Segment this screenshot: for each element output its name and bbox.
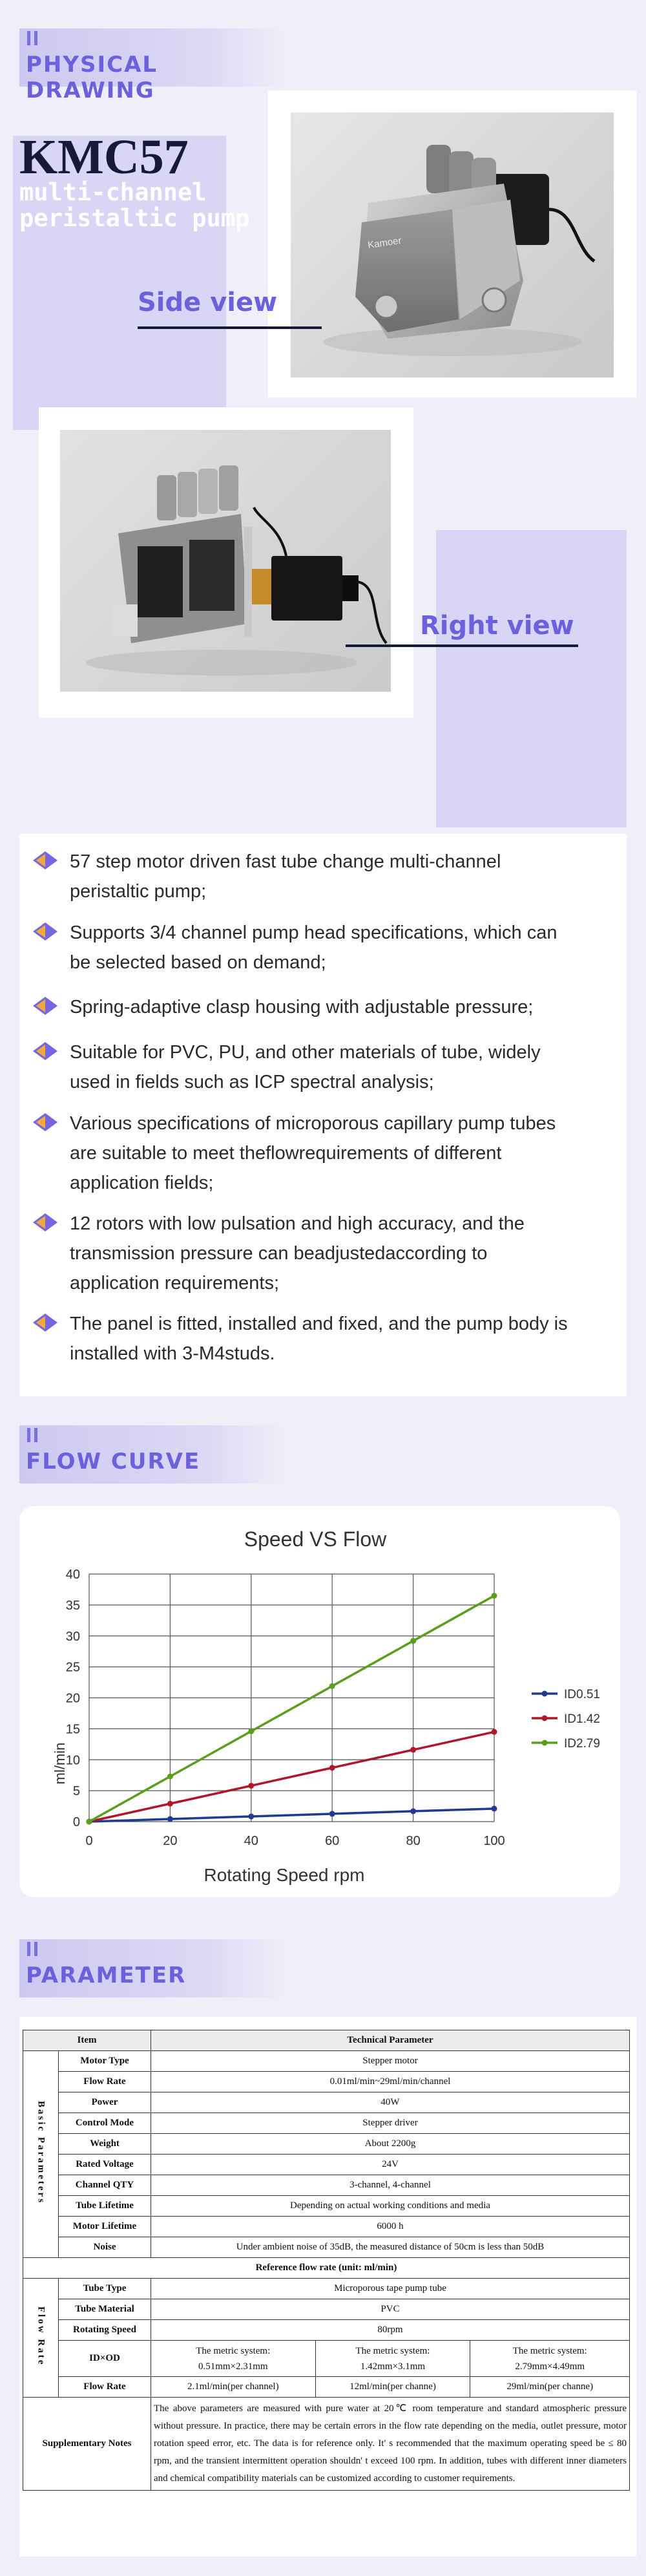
header-bars-icon [27,1942,37,1956]
row-label: Tube Lifetime [59,2196,151,2217]
idod-line: 0.51mm×2.31mm [198,2361,268,2372]
row-label: Channel QTY [59,2175,151,2196]
section-title: FLOW CURVE [26,1449,201,1474]
feature-text: 57 step motor driven fast tube change multi-channel peristaltic pump; [70,851,501,902]
row-label: Tube Material [59,2299,151,2320]
diamond-bullet-icon [32,1213,58,1232]
table-row [23,2279,630,2299]
flowrate-cell: 12ml/min(per channe) [315,2377,470,2398]
idod-cell [315,2341,470,2377]
data-point [248,1729,254,1734]
chart-xlabel: Rotating Speed rpm [203,1865,365,1885]
y-tick-label: 10 [65,1753,80,1768]
data-point [410,1747,416,1752]
header-bars-icon [27,1428,37,1442]
row-value: 24V [151,2155,630,2175]
y-tick-label: 30 [65,1629,80,1644]
table-row [23,2237,630,2258]
data-point [492,1593,497,1599]
table-row [23,2299,630,2320]
table-row [23,2320,630,2341]
diamond-bullet-icon [32,1313,58,1332]
pump-logo: Kamoer [367,235,402,251]
data-point [329,1811,335,1816]
data-point [410,1638,416,1644]
header-bars-icon [27,31,37,45]
row-label: Control Mode [59,2113,151,2134]
row-value: Depending on actual working conditions and media [151,2196,630,2217]
y-tick-label: 15 [65,1722,80,1737]
legend-marker [542,1740,548,1746]
diamond-bullet-icon [32,1112,58,1132]
table-row [23,2196,630,2217]
row-label: Motor Type [59,2051,151,2072]
series-line [89,1732,494,1822]
data-point [329,1765,335,1771]
pump-side-illustration [291,112,614,378]
idod-line: 2.79mm×4.49mm [515,2361,585,2372]
diamond-bullet-icon [32,851,58,870]
row-label: Supplementary Notes [23,2398,151,2491]
series-line [89,1596,494,1822]
group-label-text: Basic Parameters [36,2100,47,2205]
legend-label: ID1.42 [564,1712,600,1726]
row-label: Weight [59,2134,151,2155]
idod-line: The metric system: [355,2345,430,2356]
y-tick-label: 20 [65,1691,80,1706]
idod-line: 1.42mm×3.1mm [360,2361,426,2372]
x-tick-label: 60 [325,1834,340,1848]
y-tick-label: 25 [65,1660,80,1675]
table-row [23,2398,630,2491]
feature-text: Supports 3/4 channel pump head specifications, which can be selected based on demand; [70,922,557,973]
section-header-physical [19,28,284,103]
table-header-item: Item [23,2030,151,2051]
feature-text: Various specifications of microporous capillary pump tubes are suitable to meet theflowrequirements of different application fields; [70,1113,556,1193]
series-line [89,1809,494,1822]
data-point [248,1813,254,1819]
row-value: 3-channel, 4-channel [151,2175,630,2196]
data-point [492,1805,497,1811]
table-row [23,2155,630,2175]
row-value: Microporous tape pump tube [151,2279,630,2299]
table-row [23,2072,630,2092]
feature-text: Spring-adaptive clasp housing with adjustable pressure; [70,997,534,1017]
y-tick-label: 35 [65,1598,80,1613]
row-label: Flow Rate [59,2377,151,2398]
feature-text: Suitable for PVC, PU, and other materials of tube, widely used in fields such as ICP spectral analysis; [70,1042,541,1092]
table-header-param: Technical Parameter [151,2030,630,2051]
row-value: 80rpm [151,2320,630,2341]
idod-line: The metric system: [512,2345,587,2356]
right-view-underline [346,644,578,647]
row-label: Tube Type [59,2279,151,2299]
legend-marker [542,1691,548,1697]
idod-cell [470,2341,630,2377]
flow-chart-card [19,1506,620,1897]
legend-label: ID2.79 [564,1737,600,1751]
row-value: PVC [151,2299,630,2320]
data-point [167,1801,173,1807]
data-point [329,1683,335,1689]
flowrate-cell: 2.1ml/min(per channel) [151,2377,316,2398]
data-point [87,1819,92,1825]
section-title: PHYSICAL DRAWING [26,52,158,103]
side-view-underline [138,326,322,329]
right-view-photo [60,430,391,692]
row-value: 6000 h [151,2217,630,2237]
row-value: About 2200g [151,2134,630,2155]
section-header-parameter [19,1939,284,1997]
row-label: Motor Lifetime [59,2217,151,2237]
data-point [492,1729,497,1735]
group-label [23,2051,59,2258]
diamond-bullet-icon [32,996,58,1016]
table-row [23,2113,630,2134]
row-label: Rotating Speed [59,2320,151,2341]
row-value: 0.01ml/min~29ml/min/channel [151,2072,630,2092]
feature-text: The panel is fitted, installed and fixed, and the pump body is installed with 3-M4studs. [70,1314,568,1364]
idod-line: The metric system: [196,2345,271,2356]
row-value: Stepper motor [151,2051,630,2072]
data-point [410,1808,416,1814]
row-value: Stepper driver [151,2113,630,2134]
data-point [167,1816,173,1822]
section-header-flow [19,1425,284,1484]
x-tick-label: 80 [406,1834,421,1848]
row-label: ID×OD [59,2341,151,2377]
table-row [23,2092,630,2113]
flow-chart [19,1506,620,1897]
table-row [23,2134,630,2155]
pump-right-illustration [60,430,391,692]
table-header-row [23,2030,630,2051]
row-value: 40W [151,2092,630,2113]
table-row [23,2217,630,2237]
y-tick-label: 5 [72,1784,80,1799]
table-row [23,2051,630,2072]
table-row [23,2341,630,2377]
decor-panel-right [436,530,627,827]
side-view-card [268,90,636,398]
feature-text: 12 rotors with low pulsation and high accuracy, and the transmission pressure can beadjustedaccording to application requirements; [70,1213,525,1293]
diamond-bullet-icon [32,922,58,941]
chart-title: Speed VS Flow [244,1528,387,1551]
model-subtitle-line: multi-channel [19,178,207,206]
row-label: Rated Voltage [59,2155,151,2175]
right-view-card [39,407,413,718]
x-tick-label: 0 [85,1834,93,1848]
parameter-card [19,2017,636,2557]
x-tick-label: 100 [483,1834,505,1848]
data-point [248,1783,254,1789]
table-row [23,2377,630,2398]
legend-label: ID0.51 [564,1688,600,1701]
y-tick-label: 40 [65,1568,80,1582]
row-label: Flow Rate [59,2072,151,2092]
y-tick-label: 0 [72,1815,80,1829]
model-title: KMC57 [19,130,189,184]
row-label: Noise [59,2237,151,2258]
side-view-label: Side view [138,288,278,317]
parameter-table [23,2030,630,2491]
section-title: PARAMETER [26,1963,187,1988]
right-view-label: Right view [420,611,574,641]
idod-cell [151,2341,316,2377]
flowrate-cell: 29ml/min(per channe) [470,2377,630,2398]
chart-ylabel: ml/min [52,1742,68,1785]
model-subtitle-line: peristaltic pump [19,204,250,232]
model-subtitle [19,180,249,231]
flow-ref-header: Reference flow rate (unit: ml/min) [23,2258,630,2279]
data-point [167,1774,173,1780]
x-tick-label: 20 [163,1834,178,1848]
diamond-bullet-icon [32,1041,58,1061]
group-label-text: Flow Rate [36,2306,47,2367]
table-header-row [23,2258,630,2279]
group-label [23,2279,59,2398]
row-label: Power [59,2092,151,2113]
x-tick-label: 40 [244,1834,258,1848]
legend-marker [542,1716,548,1721]
supplementary-notes: The above parameters are measured with pure water at 20℃ room temperature and standard atmospheric pressure without pressure. In practice, there may be certain errors in the flow rate depending on the media, outlet pressure, motor rotation speed error, etc. The data is for reference only. It' s recommended that the maximum operating speed be ≤ 80 rpm, and the transient intermittent operation shouldn' t exceed 100 rpm. In addition, tubes with different inner diameters and chemical compatibility materials can be customized according to customer requirements. [151,2398,630,2491]
features-panel [19,834,627,1396]
row-value: Under ambient noise of 35dB, the measured distance of 50cm is less than 50dB [151,2237,630,2258]
side-view-photo [291,112,614,378]
table-row [23,2175,630,2196]
